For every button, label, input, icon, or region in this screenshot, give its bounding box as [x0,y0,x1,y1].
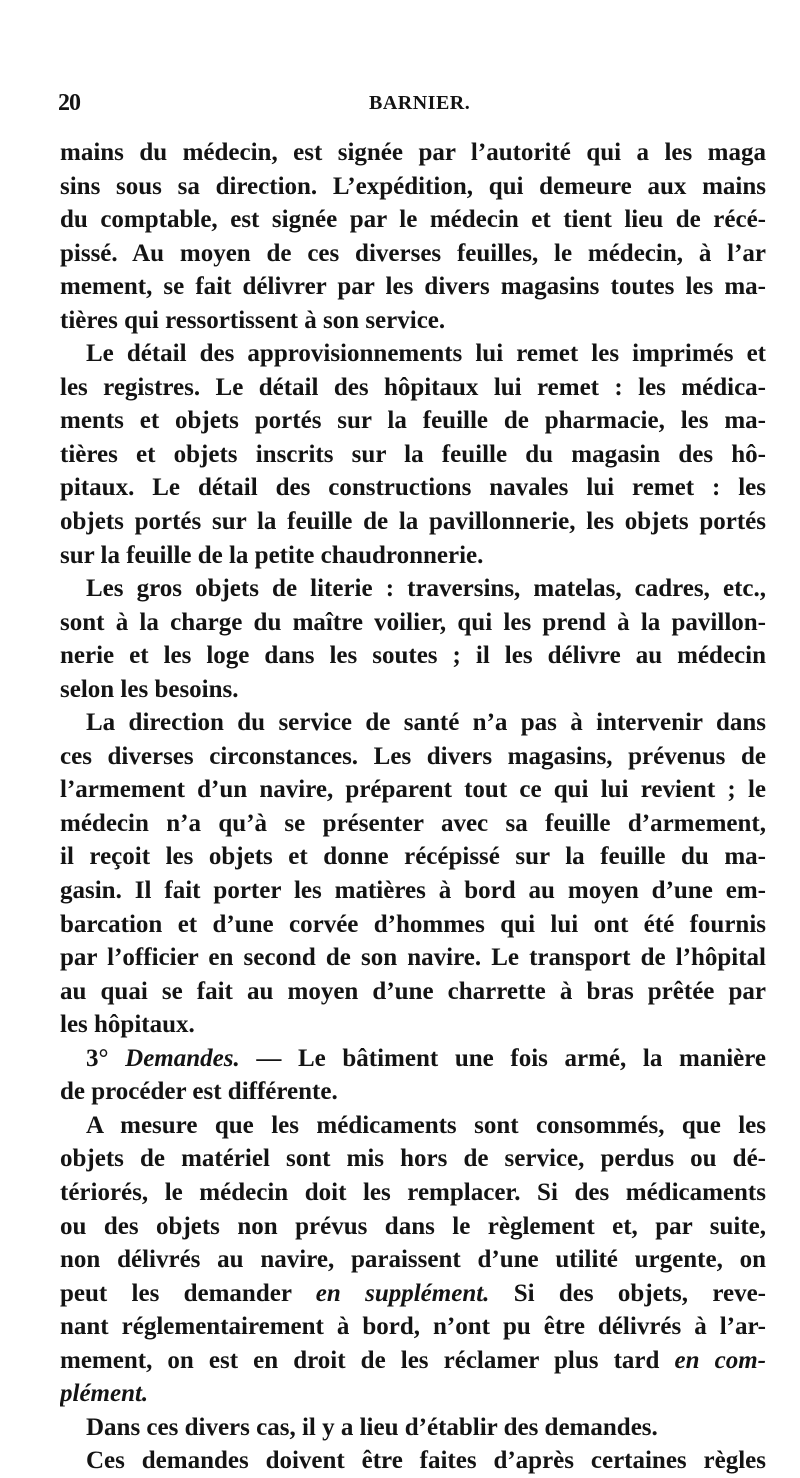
text-line [60,740,766,774]
text-line [60,438,766,472]
text-line [60,673,766,707]
line-text: Le détail des approvisionnements lui remet les imprimés et [86,340,766,368]
line-text: non délivrés au navire, paraissent d’une utilité urgente, on [60,1246,766,1274]
text-line [60,874,766,908]
italic-text: plément. [60,1380,149,1408]
line-text: Si des objets, reve- [489,1279,766,1307]
line-text: du comptable, est signée par le médecin et tient lieu de récé- [60,206,766,234]
line-text: il reçoit les objets et donne récépissé sur la feuille du ma- [60,843,766,871]
line-text: gasin. Il fait porter les matières à bord au moyen d’une em- [60,877,766,905]
text-line [60,1377,766,1411]
line-text: l’armement d’un navire, préparent tout ce qui lui revient ; le [60,776,766,804]
line-text: — Le bâtiment une fois armé, la manière [239,1044,766,1072]
line-text: 3° [86,1044,126,1072]
text-line [60,136,766,170]
line-text: ces diverses circonstances. Les divers magasins, prévenus de [60,742,766,770]
text-line [60,1277,766,1311]
text-line [60,1075,766,1109]
line-text: tières et objets inscrits sur la feuille du magasin des hô- [60,440,766,468]
text-line [60,840,766,874]
running-title: BARNIER. [369,92,471,114]
text-line [60,572,766,606]
text-line [60,908,766,942]
line-text: A mesure que les médicaments sont consommés, que les [86,1111,766,1139]
line-text: nant réglementairement à bord, n’ont pu être délivrés à l’ar- [60,1313,766,1341]
text-line [60,706,766,740]
line-text: Ces demandes doivent être faites d’après certaines règles [86,1447,766,1475]
text-line [60,1344,766,1378]
text-line [60,1042,766,1076]
text-line [60,1176,766,1210]
text-line [60,639,766,673]
line-text: selon les besoins. [60,675,239,703]
italic-text: Demandes. [125,1044,240,1072]
text-line [60,807,766,841]
line-text: tériorés, le médecin doit les remplacer. Si des médicaments [60,1178,766,1206]
line-text: au quai se fait au moyen d’une charrette à bras prêtée par [60,977,766,1005]
text-line [60,975,766,1009]
text-line [60,337,766,371]
line-text: sins sous sa direction. L’expédition, qui demeure aux mains [60,172,766,200]
text-line [60,1008,766,1042]
text-line [60,1411,766,1445]
text-line [60,471,766,505]
line-text: nerie et les loge dans les soutes ; il les délivre au médecin [60,642,766,670]
line-text: peut les demander [60,1279,316,1307]
italic-text: en com- [674,1346,766,1374]
text-line [60,1310,766,1344]
text-line [60,1210,766,1244]
line-text: objets de matériel sont mis hors de service, perdus ou dé- [60,1145,766,1173]
line-text: pissé. Au moyen de ces diverses feuilles, le médecin, à l’ar [60,239,766,267]
line-text: mains du médecin, est signée par l’autorité qui a les maga [60,139,766,166]
line-text: pitaux. Le détail des constructions navales lui remet : les [60,474,766,502]
line-text: mement, se fait délivrer par les divers magasins toutes les ma- [60,273,766,301]
running-header [58,90,756,120]
text-line [60,1243,766,1277]
line-text: médecin n’a qu’à se présenter avec sa feuille d’armement, [60,809,766,837]
line-text: objets portés sur la feuille de la pavillonnerie, les objets portés [60,508,766,536]
text-line [60,371,766,405]
line-text: par l’officier en second de son navire. Le transport de l’hôpital [60,944,766,972]
text-line [60,1444,766,1478]
line-text: mement, on est en droit de les réclamer plus tard [60,1346,675,1374]
line-text: sur la feuille de la petite chaudronnerie. [60,541,484,569]
line-text: de procéder est différente. [60,1078,338,1106]
text-line [60,304,766,338]
line-text: les hôpitaux. [60,1011,195,1039]
line-text: les registres. Le détail des hôpitaux lui remet : les médica- [60,373,766,401]
italic-text: en supplément. [315,1279,490,1307]
text-line [60,539,766,573]
line-text: Les gros objets de literie : traversins, matelas, cadres, etc., [86,575,766,603]
text-line [60,170,766,204]
text-line [60,941,766,975]
line-text: ments et objets portés sur la feuille de pharmacie, les ma- [60,407,766,435]
text-line [60,606,766,640]
text-line [60,1109,766,1143]
page-number: 20 [58,90,80,116]
line-text: Dans ces divers cas, il y a lieu d’établir des demandes. [86,1413,658,1441]
text-line [60,1142,766,1176]
text-line [60,773,766,807]
line-text: tières qui ressortissent à son service. [60,306,446,334]
line-text: sont à la charge du maître voilier, qui les prend à la pavillon- [60,608,766,636]
body-text [60,136,766,1478]
line-text: La direction du service de santé n’a pas à intervenir dans [86,709,766,737]
text-line [60,505,766,539]
text-line [60,203,766,237]
text-line [60,237,766,271]
line-text: ou des objets non prévus dans le règlement et, par suite, [60,1212,766,1240]
text-line [60,404,766,438]
text-line [60,270,766,304]
line-text: barcation et d’une corvée d’hommes qui lui ont été fournis [60,910,766,938]
